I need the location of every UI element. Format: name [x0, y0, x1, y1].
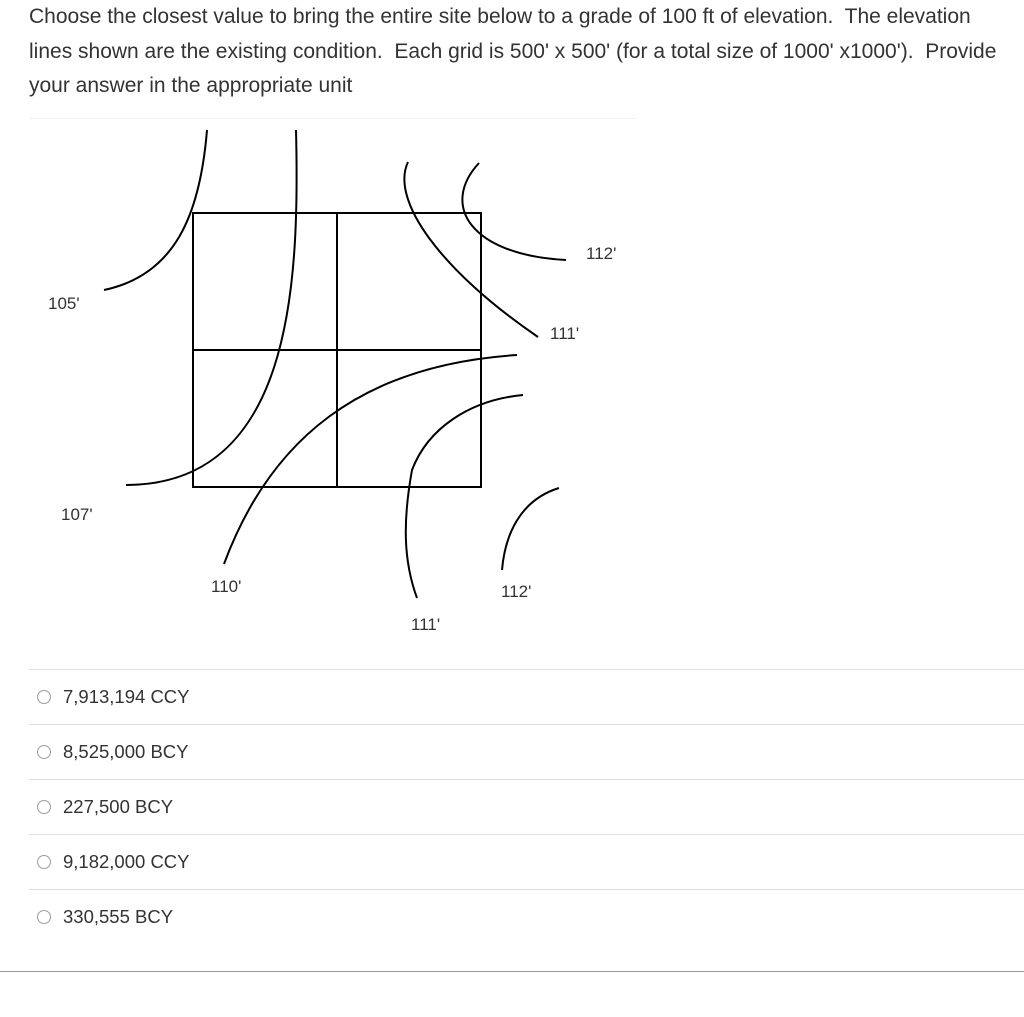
answer-option-3[interactable]: [29, 779, 1024, 834]
answer-option-label: 9,182,000 CCY: [63, 851, 190, 872]
answer-option-label: 8,525,000 BCY: [63, 741, 189, 762]
answer-option-5[interactable]: [29, 889, 1024, 944]
answer-option-4[interactable]: [29, 834, 1024, 889]
radio-button-2[interactable]: [37, 745, 51, 759]
bottom-divider: [0, 971, 1024, 972]
answer-option-2[interactable]: [29, 724, 1024, 779]
contour-111-bottom: [406, 395, 523, 598]
radio-button-4[interactable]: [37, 855, 51, 869]
contour-label-105: 105': [48, 294, 80, 313]
contour-label-107: 107': [61, 505, 93, 524]
contour-label-111-right: 111': [550, 324, 580, 343]
answer-options: [29, 669, 1024, 944]
answer-option-1[interactable]: [29, 669, 1024, 724]
radio-button-5[interactable]: [37, 910, 51, 924]
contour-label-111-bottom: 111': [411, 615, 441, 634]
question-text: Choose the closest value to bring the entire site below to a grade of 100 ft of elevation. The elevation lines shown are the existing condition. Each grid is 500' x 500' (for a total size of 1000' x1000'). Provide your answer in the appropriate unit: [29, 5, 1003, 97]
radio-button-3[interactable]: [37, 800, 51, 814]
contour-105: [104, 130, 207, 290]
contour-107: [126, 130, 297, 485]
radio-button-1[interactable]: [37, 690, 51, 704]
answer-option-label: 330,555 BCY: [63, 906, 174, 927]
contour-label-112-bottom: 112': [501, 582, 532, 601]
answer-option-label: 227,500 BCY: [63, 796, 174, 817]
contour-label-112-top: 112': [586, 244, 617, 263]
answer-option-label: 7,913,194 CCY: [63, 686, 190, 707]
contour-111-right: [404, 162, 538, 337]
contour-112-bottom: [502, 488, 559, 570]
contour-112-top: [462, 163, 566, 260]
contour-label-110: 110': [211, 577, 242, 596]
